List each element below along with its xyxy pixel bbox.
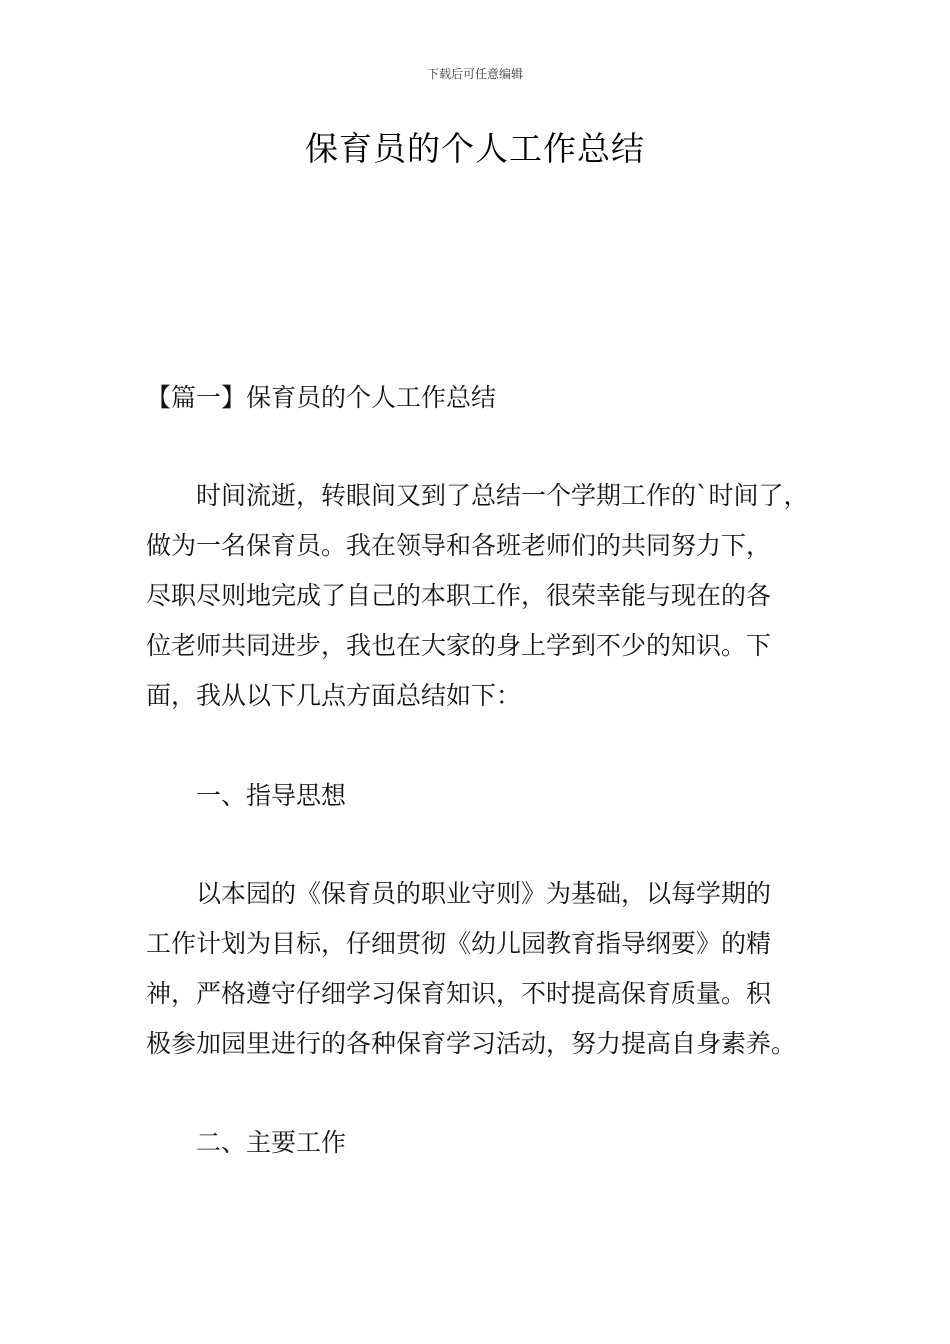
paragraph-1-line-5: 面，我从以下几点方面总结如下：: [146, 681, 522, 710]
section-heading: 【篇一】保育员的个人工作总结: [146, 383, 497, 412]
paragraph-1-line-1: 时间流逝，转眼间又到了总结一个学期工作的`时间了，: [196, 481, 809, 510]
paragraph-2-line-2: 工作计划为目标，仔细贯彻《幼儿园教育指导纲要》的精: [146, 929, 772, 958]
heading-main-work: 二、主要工作: [196, 1128, 347, 1157]
header-note: 下载后可任意编辑: [426, 67, 523, 81]
paragraph-2-line-1: 以本园的《保育员的职业守则》为基础，以每学期的: [196, 879, 772, 908]
paragraph-1-line-3: 尽职尽则地完成了自己的本职工作，很荣幸能与现在的各: [146, 581, 772, 610]
paragraph-1-line-2: 做为一名保育员。我在领导和各班老师们的共同努力下，: [146, 531, 772, 560]
paragraph-2-line-3: 神，严格遵守仔细学习保育知识，不时提高保育质量。积: [146, 979, 772, 1008]
paragraph-1-line-4: 位老师共同进步，我也在大家的身上学到不少的知识。下: [146, 631, 772, 660]
paragraph-2-line-4: 极参加园里进行的各种保育学习活动，努力提高自身素养。: [146, 1029, 797, 1058]
heading-guiding-thought: 一、指导思想: [196, 781, 347, 810]
document-title: 保育员的个人工作总结: [305, 129, 645, 168]
